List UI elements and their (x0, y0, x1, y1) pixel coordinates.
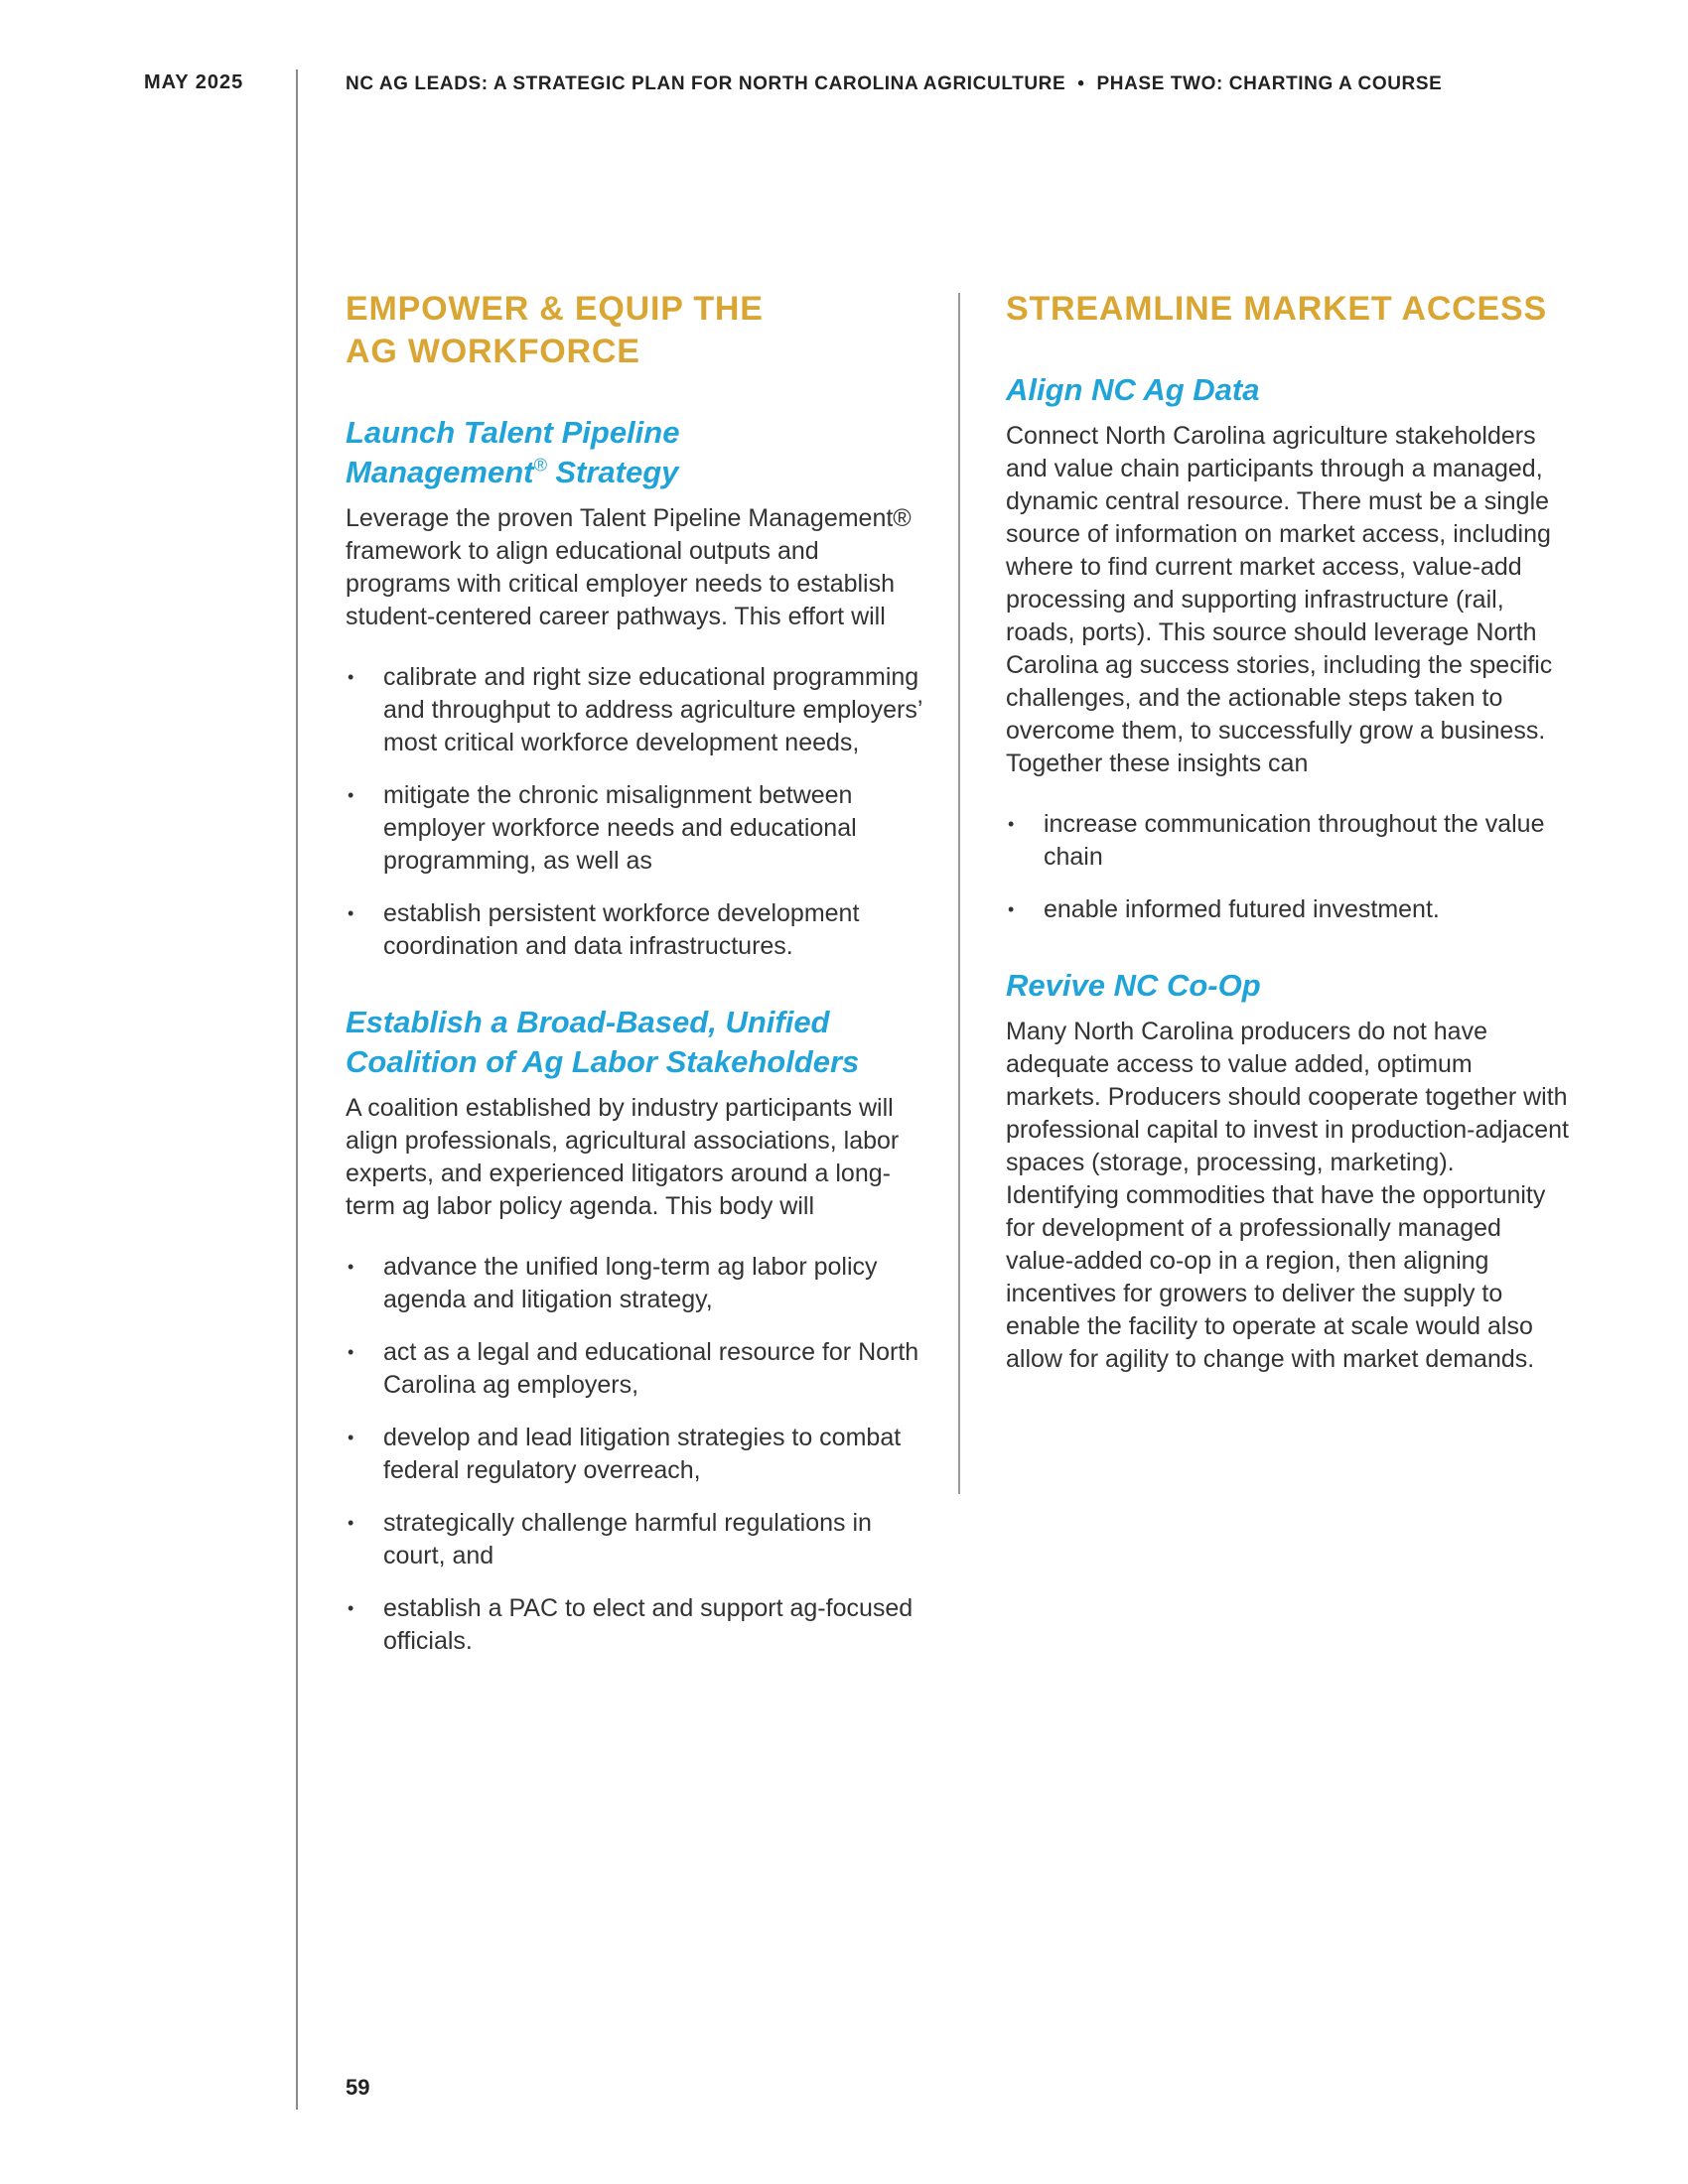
bullet-glyph: • (348, 1513, 354, 1533)
section-title-market-access: STREAMLINE MARKET ACCESS (1006, 290, 1547, 328)
list-item-text: establish a PAC to elect and support ag-focused officials. (383, 1594, 914, 1655)
list-item (346, 1251, 926, 1316)
bullet-list (346, 661, 926, 963)
paragraph: Leverage the proven Talent Pipeline Management® framework to align educational outputs and programs with critical employer needs to establish student-centered career pathways. This effort will (346, 504, 912, 630)
heading-line2: Management (346, 455, 534, 489)
heading-line2-end: Strategy (546, 455, 679, 489)
bullet-glyph: • (348, 903, 354, 923)
registered-mark: ® (533, 455, 547, 476)
heading-line1: Establish a Broad-Based, Unified (346, 1005, 830, 1039)
subsection-labor-coalition (346, 1003, 926, 1658)
list-item (346, 661, 926, 759)
subsection-heading (346, 1003, 926, 1082)
right-column (1006, 288, 1572, 1404)
bullet-list (346, 1251, 926, 1658)
subsection-heading: Align NC Ag Data (1006, 372, 1260, 407)
section-title-line1: EMPOWER & EQUIP THE (346, 290, 764, 328)
list-item-text: increase communication throughout the value chain (1044, 810, 1545, 871)
bullet-glyph: • (348, 1428, 354, 1447)
document-title: NC AG LEADS: A STRATEGIC PLAN FOR NORTH CAROLINA AGRICULTURE (346, 73, 1066, 94)
page-date: MAY 2025 (144, 71, 244, 93)
bullet-glyph: • (348, 1257, 354, 1277)
heading-line2: Coalition of Ag Labor Stakeholders (346, 1044, 860, 1079)
section-title-line2: AG WORKFORCE (346, 333, 640, 370)
paragraph: Many North Carolina producers do not have adequate access to value added, optimum markets. Producers should cooperate together with professional capital to invest in production-adjacent spaces (storage, processing, marketing). Identifying commodities that have the opportunity for development of a professionally managed value-added co-op in a region, then aligning incentives for growers to deliver the supply to enable the facility to operate at scale would also allow for agility to change with market demands. (1006, 1018, 1570, 1373)
header-separator: • (1077, 73, 1085, 94)
list-item-text: act as a legal and educational resource for North Carolina ag employers, (383, 1338, 919, 1399)
bullet-glyph: • (1008, 899, 1015, 919)
list-item (346, 1336, 926, 1402)
list-item (346, 1507, 926, 1572)
column-divider (958, 293, 960, 1494)
bullet-list (1006, 808, 1572, 926)
bullet-glyph: • (348, 667, 354, 687)
subsection-co-op (1006, 966, 1572, 1376)
list-item (346, 897, 926, 963)
list-item-text: develop and lead litigation strategies to combat federal regulatory overreach, (383, 1424, 902, 1484)
subsection-heading: Revive NC Co-Op (1006, 968, 1261, 1003)
list-item-text: advance the unified long-term ag labor policy agenda and litigation strategy, (383, 1253, 878, 1313)
list-item (346, 1592, 926, 1658)
paragraph: A coalition established by industry participants will align professionals, agricultural associations, labor experts, and experienced litigators around a long-term ag labor policy agenda. This body will (346, 1094, 900, 1220)
list-item-text: mitigate the chronic misalignment between employer workforce needs and educational programming, as well as (383, 781, 857, 875)
list-item-text: establish persistent workforce development coordination and data infrastructures. (383, 899, 860, 960)
subsection-talent-pipeline (346, 413, 926, 963)
list-item-text: enable informed futured investment. (1044, 895, 1440, 923)
list-item (1006, 893, 1572, 926)
heading-line1: Launch Talent Pipeline (346, 415, 680, 450)
paragraph: Connect North Carolina agriculture stakeholders and value chain participants through a managed, dynamic central resource. There must be a single source of information on market access, including where to find current market access, value-add processing and supporting infrastructure (rail, roads, ports). This source should leverage North Carolina ag success stories, including the specific challenges, and the actionable steps taken to overcome them, to successfully grow a business. Together these insights can (1006, 422, 1553, 777)
bullet-glyph: • (348, 1342, 354, 1362)
list-item-text: strategically challenge harmful regulations in court, and (383, 1509, 872, 1570)
margin-rule (296, 69, 298, 2110)
subsection-ag-data (1006, 370, 1572, 926)
list-item (1006, 808, 1572, 874)
list-item (346, 779, 926, 878)
bullet-glyph: • (348, 785, 354, 805)
list-item (346, 1422, 926, 1487)
subsection-heading (346, 413, 926, 492)
bullet-glyph: • (348, 1598, 354, 1618)
bullet-glyph: • (1008, 814, 1015, 834)
page-number: 59 (346, 2075, 370, 2100)
list-item-text: calibrate and right size educational programming and throughput to address agriculture employers’ most critical workforce development needs, (383, 663, 922, 756)
section-title-workforce (346, 288, 926, 373)
left-column (346, 288, 926, 1698)
phase-title: PHASE TWO: CHARTING A COURSE (1096, 73, 1443, 94)
running-header (346, 73, 1442, 95)
